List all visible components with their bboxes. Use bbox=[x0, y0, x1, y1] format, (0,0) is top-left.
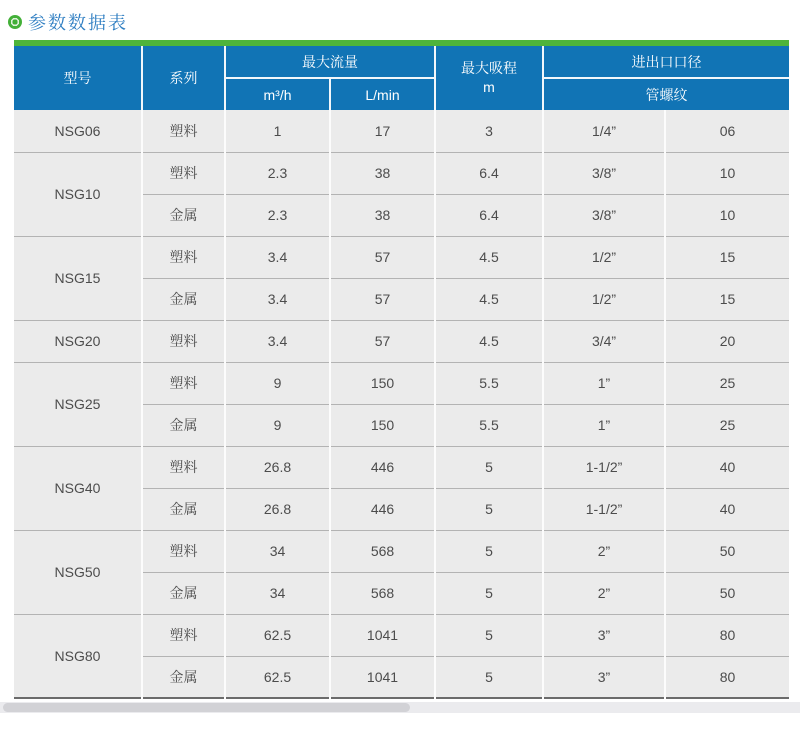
thread-cell: 1/4” bbox=[543, 110, 665, 152]
model-cell: NSG15 bbox=[14, 236, 142, 320]
flow-lmin-cell: 57 bbox=[330, 278, 435, 320]
port-code-cell: 40 bbox=[665, 488, 789, 530]
port-code-cell: 80 bbox=[665, 614, 789, 656]
thread-cell: 1/2” bbox=[543, 236, 665, 278]
model-cell: NSG80 bbox=[14, 614, 142, 698]
suction-cell: 5 bbox=[435, 446, 543, 488]
flow-m3h-cell: 3.4 bbox=[225, 278, 330, 320]
flow-lmin-cell: 57 bbox=[330, 236, 435, 278]
header-port-size: 进出口口径 bbox=[543, 46, 789, 78]
flow-lmin-cell: 150 bbox=[330, 362, 435, 404]
model-cell: NSG10 bbox=[14, 152, 142, 236]
flow-m3h-cell: 3.4 bbox=[225, 236, 330, 278]
header-unit-lmin: L/min bbox=[330, 78, 435, 110]
table-row bbox=[14, 446, 789, 488]
series-cell: 金属 bbox=[142, 572, 225, 614]
port-code-cell: 15 bbox=[665, 278, 789, 320]
flow-lmin-cell: 568 bbox=[330, 572, 435, 614]
flow-lmin-cell: 38 bbox=[330, 194, 435, 236]
header-series: 系列 bbox=[142, 46, 225, 110]
flow-m3h-cell: 1 bbox=[225, 110, 330, 152]
flow-m3h-cell: 34 bbox=[225, 572, 330, 614]
suction-cell: 5 bbox=[435, 572, 543, 614]
suction-cell: 5 bbox=[435, 488, 543, 530]
flow-m3h-cell: 26.8 bbox=[225, 446, 330, 488]
header-max-suction-label: 最大吸程 bbox=[461, 60, 517, 77]
series-cell: 塑料 bbox=[142, 446, 225, 488]
flow-m3h-cell: 62.5 bbox=[225, 656, 330, 698]
flow-m3h-cell: 9 bbox=[225, 404, 330, 446]
suction-cell: 6.4 bbox=[435, 194, 543, 236]
model-cell: NSG25 bbox=[14, 362, 142, 446]
header-max-flow: 最大流量 bbox=[225, 46, 435, 78]
header-max-suction bbox=[435, 46, 543, 110]
header-row-main bbox=[14, 46, 789, 78]
section-header bbox=[0, 0, 800, 40]
flow-lmin-cell: 1041 bbox=[330, 614, 435, 656]
suction-cell: 4.5 bbox=[435, 320, 543, 362]
suction-cell: 5.5 bbox=[435, 362, 543, 404]
thread-cell: 3/8” bbox=[543, 152, 665, 194]
table-body bbox=[14, 110, 789, 698]
parameters-table bbox=[14, 46, 789, 699]
port-code-cell: 20 bbox=[665, 320, 789, 362]
suction-cell: 4.5 bbox=[435, 278, 543, 320]
thread-cell: 3/8” bbox=[543, 194, 665, 236]
flow-lmin-cell: 38 bbox=[330, 152, 435, 194]
suction-cell: 5 bbox=[435, 614, 543, 656]
series-cell: 金属 bbox=[142, 278, 225, 320]
flow-lmin-cell: 1041 bbox=[330, 656, 435, 698]
series-cell: 塑料 bbox=[142, 236, 225, 278]
table-row bbox=[14, 614, 789, 656]
thread-cell: 1” bbox=[543, 362, 665, 404]
series-cell: 塑料 bbox=[142, 362, 225, 404]
suction-cell: 3 bbox=[435, 110, 543, 152]
suction-cell: 5 bbox=[435, 656, 543, 698]
model-cell: NSG40 bbox=[14, 446, 142, 530]
thread-cell: 1/2” bbox=[543, 278, 665, 320]
suction-cell: 6.4 bbox=[435, 152, 543, 194]
table-row bbox=[14, 530, 789, 572]
flow-m3h-cell: 3.4 bbox=[225, 320, 330, 362]
port-code-cell: 06 bbox=[665, 110, 789, 152]
horizontal-scrollbar[interactable] bbox=[0, 702, 800, 713]
series-cell: 塑料 bbox=[142, 320, 225, 362]
page-title: 参数数据表 bbox=[28, 12, 128, 33]
port-code-cell: 40 bbox=[665, 446, 789, 488]
series-cell: 塑料 bbox=[142, 110, 225, 152]
suction-cell: 5.5 bbox=[435, 404, 543, 446]
model-cell: NSG50 bbox=[14, 530, 142, 614]
port-code-cell: 25 bbox=[665, 362, 789, 404]
series-cell: 金属 bbox=[142, 656, 225, 698]
suction-cell: 4.5 bbox=[435, 236, 543, 278]
table-row bbox=[14, 110, 789, 152]
flow-m3h-cell: 62.5 bbox=[225, 614, 330, 656]
flow-lmin-cell: 57 bbox=[330, 320, 435, 362]
thread-cell: 3” bbox=[543, 614, 665, 656]
series-cell: 金属 bbox=[142, 488, 225, 530]
table-container bbox=[14, 40, 789, 699]
flow-lmin-cell: 150 bbox=[330, 404, 435, 446]
table-row bbox=[14, 152, 789, 194]
table-header bbox=[14, 46, 789, 110]
port-code-cell: 25 bbox=[665, 404, 789, 446]
series-cell: 塑料 bbox=[142, 530, 225, 572]
flow-lmin-cell: 17 bbox=[330, 110, 435, 152]
flow-lmin-cell: 446 bbox=[330, 488, 435, 530]
horizontal-scrollbar-thumb[interactable] bbox=[3, 703, 410, 712]
port-code-cell: 10 bbox=[665, 152, 789, 194]
flow-lmin-cell: 568 bbox=[330, 530, 435, 572]
port-code-cell: 50 bbox=[665, 572, 789, 614]
series-cell: 金属 bbox=[142, 404, 225, 446]
table-row bbox=[14, 236, 789, 278]
thread-cell: 2” bbox=[543, 530, 665, 572]
header-model: 型号 bbox=[14, 46, 142, 110]
thread-cell: 2” bbox=[543, 572, 665, 614]
port-code-cell: 15 bbox=[665, 236, 789, 278]
flow-m3h-cell: 2.3 bbox=[225, 194, 330, 236]
suction-cell: 5 bbox=[435, 530, 543, 572]
thread-cell: 3/4” bbox=[543, 320, 665, 362]
header-max-suction-unit: m bbox=[483, 79, 495, 95]
series-cell: 塑料 bbox=[142, 152, 225, 194]
flow-m3h-cell: 34 bbox=[225, 530, 330, 572]
thread-cell: 3” bbox=[543, 656, 665, 698]
series-cell: 金属 bbox=[142, 194, 225, 236]
series-cell: 塑料 bbox=[142, 614, 225, 656]
flow-m3h-cell: 26.8 bbox=[225, 488, 330, 530]
model-cell: NSG20 bbox=[14, 320, 142, 362]
table-row bbox=[14, 362, 789, 404]
flow-lmin-cell: 446 bbox=[330, 446, 435, 488]
flow-m3h-cell: 9 bbox=[225, 362, 330, 404]
thread-cell: 1” bbox=[543, 404, 665, 446]
port-code-cell: 10 bbox=[665, 194, 789, 236]
table-row bbox=[14, 320, 789, 362]
thread-cell: 1-1/2” bbox=[543, 446, 665, 488]
model-cell: NSG06 bbox=[14, 110, 142, 152]
flow-m3h-cell: 2.3 bbox=[225, 152, 330, 194]
thread-cell: 1-1/2” bbox=[543, 488, 665, 530]
header-pipe-thread: 管螺纹 bbox=[543, 78, 789, 110]
green-bullet-icon bbox=[8, 15, 22, 29]
port-code-cell: 80 bbox=[665, 656, 789, 698]
port-code-cell: 50 bbox=[665, 530, 789, 572]
header-unit-m3h: m³/h bbox=[225, 78, 330, 110]
